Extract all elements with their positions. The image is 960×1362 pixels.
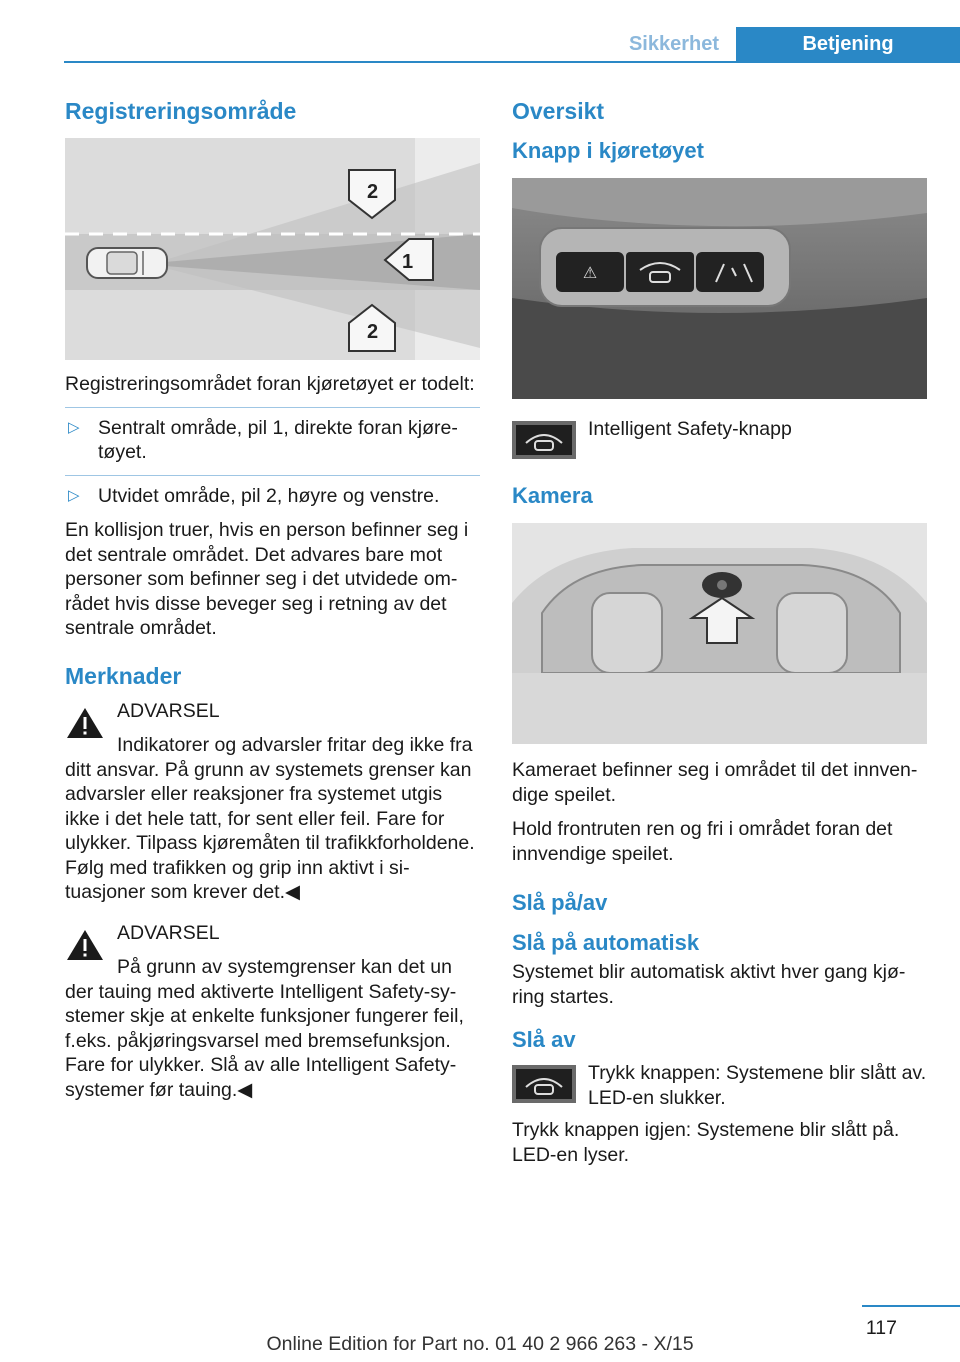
right-column bbox=[512, 96, 927, 1177]
heading-detection-area: Registreringsområde bbox=[65, 98, 297, 124]
safety-button-legend bbox=[512, 417, 927, 465]
tab-safety[interactable]: Sikkerhet bbox=[628, 33, 720, 55]
edition-note: Online Edition for Part no. 01 40 2 966 263 - X/15 bbox=[266, 1333, 694, 1355]
warning-1 bbox=[65, 699, 480, 905]
collision-text: En kollisjon truer, hvis en person befinner seg i det sentrale området. Det advares bare mot personer som befinner seg i det utvidede området hvis disse beveger seg i retning av det sentrale området. bbox=[65, 519, 469, 639]
heading-notes: Merknader bbox=[65, 662, 182, 689]
warning-triangle-icon bbox=[65, 705, 105, 741]
list-divider bbox=[65, 407, 480, 408]
warning-2-body: der tauing med aktiverte Intelligent Safety-systemer skje at enkelte funksjoner fungerer feil, f.eks. påkjøringsvarsel med bremsefunksjon. Fare for ulykker. Slå av alle Intelligent Safety-systemer før tauing.◀ bbox=[65, 980, 464, 1101]
svg-text:⚠: ⚠ bbox=[582, 263, 598, 282]
car-icon bbox=[87, 248, 167, 278]
arrow-2-top-label: 2 bbox=[367, 181, 379, 203]
header-rule bbox=[64, 61, 960, 63]
heading-off: Slå av bbox=[512, 1027, 576, 1052]
heading-button-in-vehicle: Knapp i kjøretøyet bbox=[512, 138, 704, 163]
triangle-bullet-icon: ▷ bbox=[68, 418, 80, 436]
warning-2-title: ADVARSEL bbox=[117, 921, 220, 944]
list-item: ▷ Utvidet område, pil 2, høyre og venstre. bbox=[65, 475, 480, 509]
arrow-1-label: 1 bbox=[402, 251, 414, 273]
heading-overview: Oversikt bbox=[512, 98, 605, 124]
warning-1-lead: Indikatorer og advarsler fritar deg ikke fra bbox=[117, 734, 473, 756]
again-text: Trykk knappen igjen: Systemene blir slått på. LED-en lyser. bbox=[512, 1119, 900, 1166]
warning-2 bbox=[65, 921, 480, 1103]
camera-photo bbox=[512, 523, 927, 744]
intro-text: Registreringsområdet foran kjøretøyet er todelt: bbox=[65, 373, 475, 395]
footer-rule bbox=[862, 1305, 960, 1307]
warning-triangle-icon bbox=[65, 927, 105, 963]
camera-text-1: Kameraet befinner seg i området til det innvendige speilet. bbox=[512, 759, 918, 806]
auto-text: Systemet blir automatisk aktivt hver gang kjøring startes. bbox=[512, 961, 906, 1008]
button-panel-photo bbox=[512, 178, 927, 399]
off-instruction bbox=[512, 1061, 927, 1110]
heading-on-off: Slå på/av bbox=[512, 890, 608, 915]
button-intelligent-safety-icon bbox=[626, 252, 694, 292]
arrow-2-bottom-label: 2 bbox=[367, 321, 379, 343]
tab-operation[interactable]: Betjening bbox=[736, 27, 960, 61]
off-text: Trykk knappen: Systemene blir slått av. LED-en slukker. bbox=[588, 1062, 927, 1109]
camera-text-2: Hold frontruten ren og fri i området foran det innvendige speilet. bbox=[512, 818, 893, 865]
warning-2-lead: På grunn av systemgrenser kan det un bbox=[117, 956, 452, 978]
triangle-bullet-icon: ▷ bbox=[68, 486, 80, 504]
area-list bbox=[65, 416, 480, 509]
left-column bbox=[65, 96, 480, 1112]
button-caption: Intelligent Safety-knapp bbox=[588, 418, 792, 440]
warning-1-body: ditt ansvar. På grunn av systemets grenser kan advarsler eller reaksjoner fra systemet utgis ikke i det hele tatt, for sent eller feil. Fare for ulykker. Tilpass kjøremåten til trafikkforholdene. Følg med trafikken og grip inn aktivt i situasjoner som krever det.◀ bbox=[65, 758, 475, 903]
page-number: 117 bbox=[865, 1317, 897, 1339]
intelligent-safety-button-icon bbox=[512, 421, 576, 459]
heading-camera: Kamera bbox=[512, 483, 593, 508]
intelligent-safety-button-icon bbox=[512, 1065, 576, 1103]
list-item: ▷ Sentralt område, pil 1, direkte foran kjøretøyet. bbox=[68, 416, 458, 463]
button-lane-warning-icon bbox=[696, 252, 764, 292]
button-pedestrian-warning-icon bbox=[556, 252, 624, 292]
detection-area-figure bbox=[65, 138, 480, 360]
warning-1-title: ADVARSEL bbox=[117, 699, 220, 722]
heading-auto-on: Slå på automatisk bbox=[512, 930, 700, 955]
